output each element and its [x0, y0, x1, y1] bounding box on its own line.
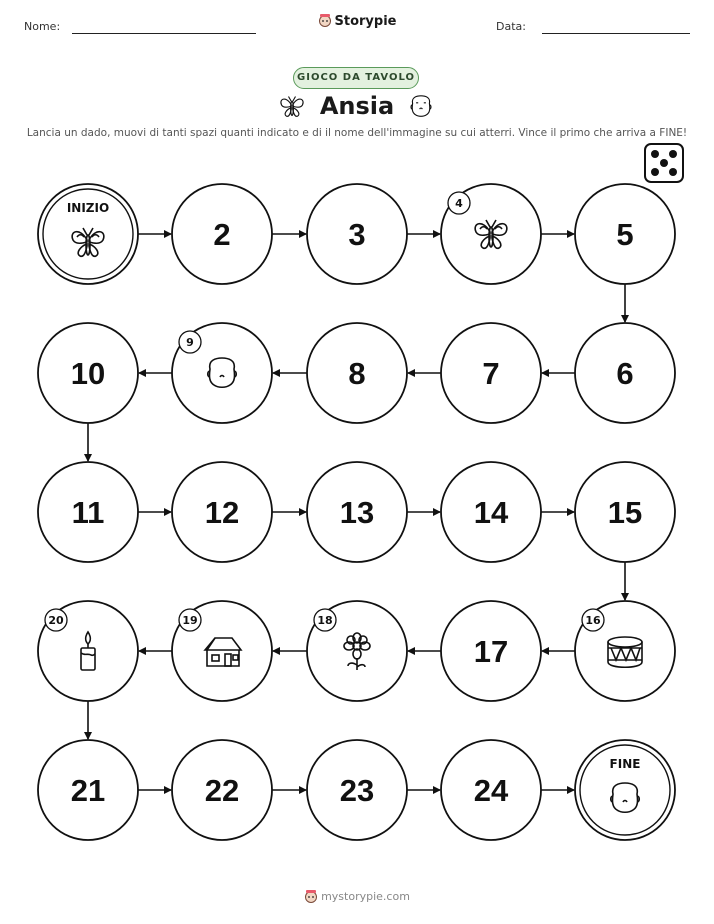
- board-space: [441, 184, 541, 284]
- board-space: [441, 601, 541, 701]
- space-number: 22: [204, 773, 240, 808]
- board-space: [172, 740, 272, 840]
- space-number: 4: [455, 197, 463, 210]
- board-space: [307, 323, 407, 423]
- date-label: Data:: [496, 20, 526, 33]
- space-label: INIZIO: [66, 201, 110, 215]
- board-space: [172, 601, 272, 701]
- space-number: 9: [186, 336, 194, 349]
- board-space: [575, 462, 675, 562]
- space-number: 23: [339, 773, 375, 808]
- board-space: [575, 184, 675, 284]
- space-number: 11: [71, 495, 105, 530]
- board-space: [172, 184, 272, 284]
- space-number: 18: [317, 614, 333, 627]
- board-space: [575, 601, 675, 701]
- space-number: 15: [607, 495, 643, 530]
- space-number: 17: [473, 634, 509, 669]
- footer: [0, 889, 714, 903]
- board-space: [38, 601, 138, 701]
- name-label: Nome:: [24, 20, 61, 33]
- board-space: [441, 323, 541, 423]
- space-number: 10: [70, 356, 106, 391]
- space-number: 24: [473, 773, 509, 808]
- brand-name: Storypie: [334, 14, 397, 29]
- board-space: [38, 323, 138, 423]
- board-space: [441, 462, 541, 562]
- board-space: [307, 740, 407, 840]
- space-number: 19: [182, 614, 198, 627]
- game-type-badge: GIOCO DA TAVOLO: [293, 67, 419, 89]
- board-space: [38, 740, 138, 840]
- board-space: [441, 740, 541, 840]
- board-space: [38, 462, 138, 562]
- space-number: 6: [616, 356, 634, 391]
- board-space: [575, 740, 675, 840]
- space-number: 2: [213, 217, 231, 252]
- space-number: 5: [616, 217, 634, 252]
- board-space: [575, 323, 675, 423]
- space-number: 20: [48, 614, 64, 627]
- board-space: [307, 601, 407, 701]
- instructions: Lancia un dado, muovi di tanti spazi quanti indicato e di il nome dell'immagine su cui atterri. Vince il primo che arriva a FINE!: [26, 127, 688, 139]
- board-space: [172, 323, 272, 423]
- board-space: [172, 462, 272, 562]
- space-number: 14: [473, 495, 509, 530]
- space-number: 3: [348, 217, 366, 252]
- space-number: 8: [348, 356, 366, 391]
- space-label: FINE: [609, 757, 641, 771]
- board-space: [307, 184, 407, 284]
- storypie-logo-icon: [304, 889, 318, 903]
- space-number: 12: [204, 495, 240, 530]
- space-number: 13: [339, 495, 375, 530]
- space-number: 21: [70, 773, 106, 808]
- space-number: 7: [482, 356, 500, 391]
- board-space: [307, 462, 407, 562]
- page-title: Ansia: [319, 92, 395, 120]
- footer-url: mystorypie.com: [321, 890, 410, 903]
- board-space: [38, 184, 138, 284]
- space-number: 16: [585, 614, 601, 627]
